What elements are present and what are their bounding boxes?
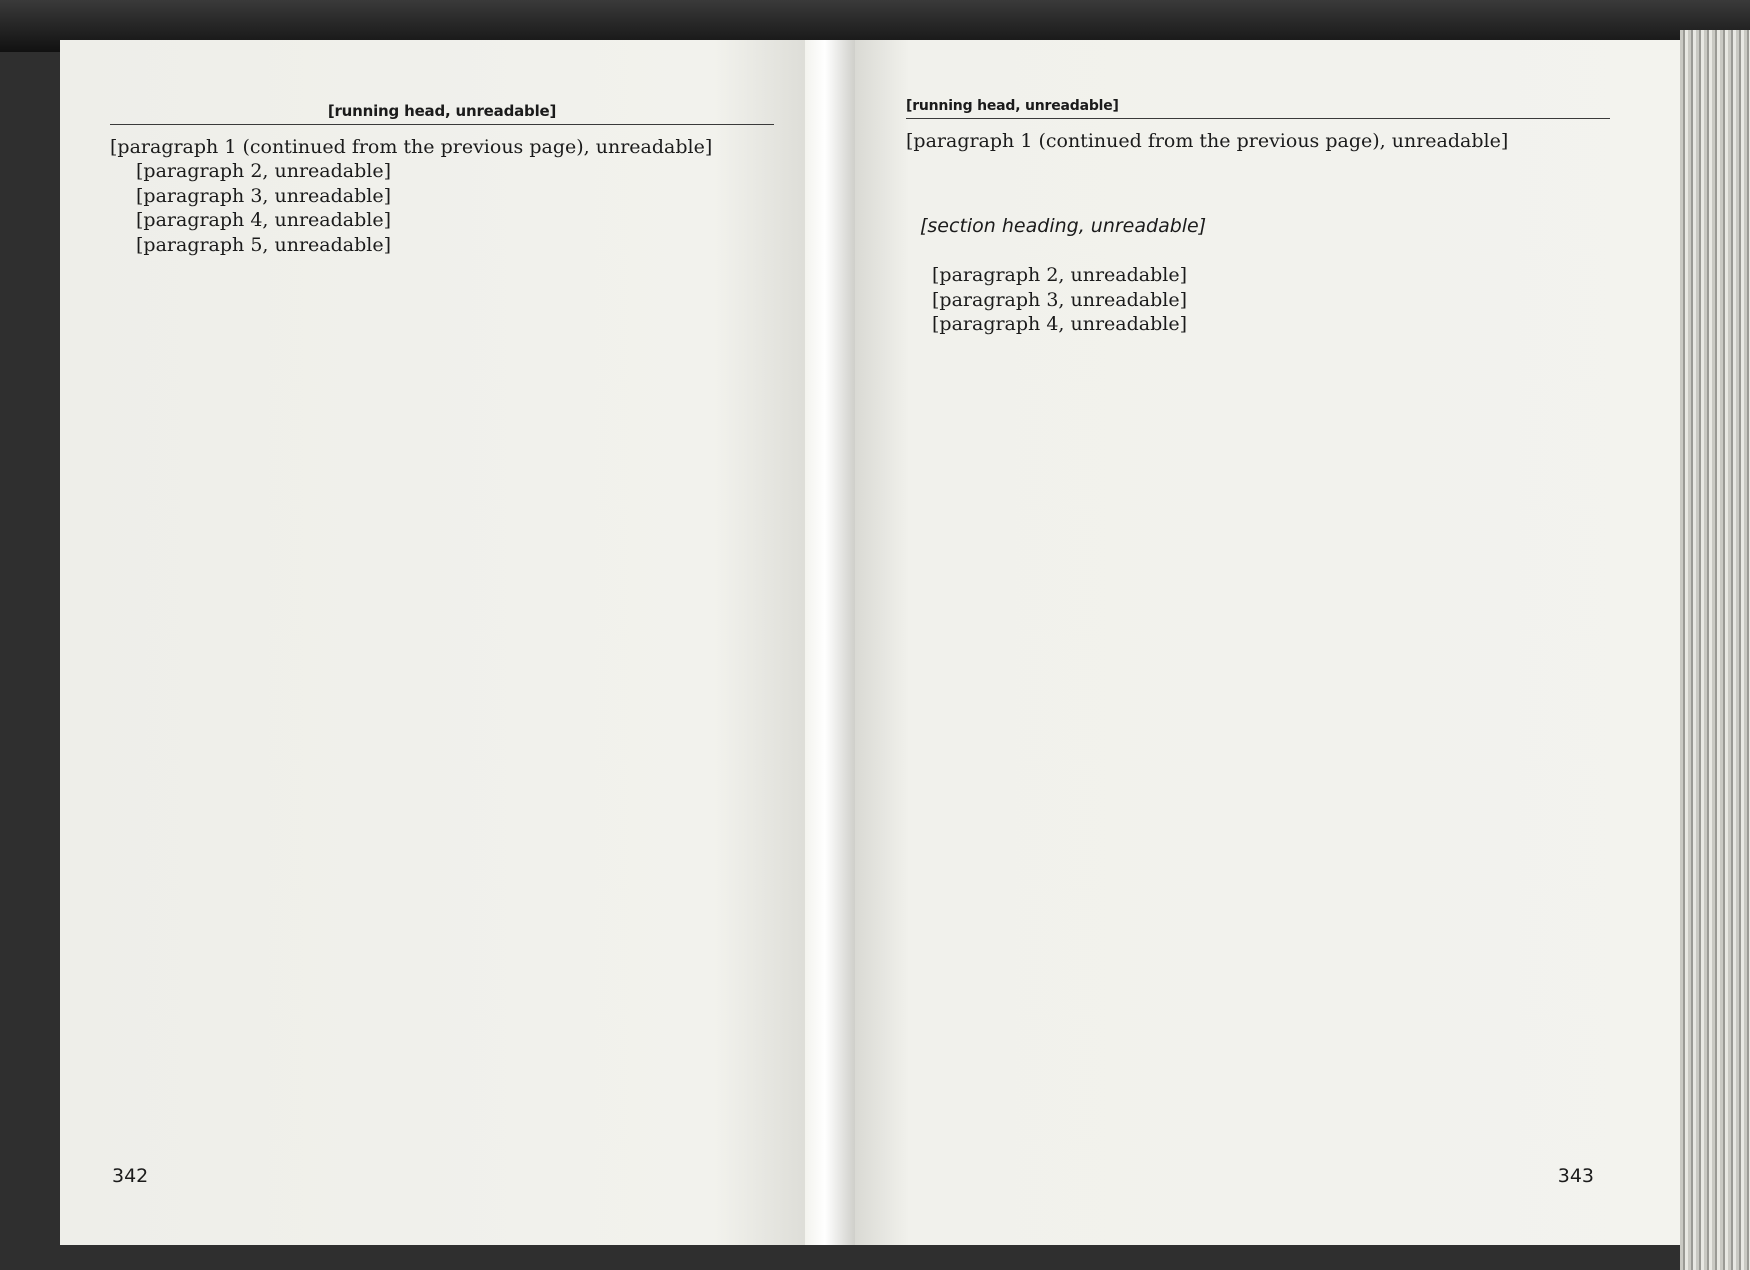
right-body-text xyxy=(906,129,1610,337)
book-spine-shadow xyxy=(805,40,855,1245)
right-running-head: [running head, unreadable] xyxy=(906,98,1610,119)
right-paragraph-3: [paragraph 3, unreadable] xyxy=(932,288,1188,311)
right-paragraph-2: [paragraph 2, unreadable] xyxy=(932,264,1188,287)
right-paragraph-4: [paragraph 4, unreadable] xyxy=(932,313,1188,336)
left-running-head: [running head, unreadable] xyxy=(110,102,774,125)
right-paragraph-1: [paragraph 1 (continued from the previous page), unreadable] xyxy=(906,130,1509,152)
right-page-number: 343 xyxy=(1557,1165,1594,1187)
left-body-text xyxy=(110,135,774,257)
left-page xyxy=(60,40,830,1245)
left-paragraph-4: [paragraph 4, unreadable] xyxy=(136,209,392,232)
left-paragraph-2: [paragraph 2, unreadable] xyxy=(136,160,392,183)
left-page-number: 342 xyxy=(112,1165,149,1187)
left-paragraph-5: [paragraph 5, unreadable] xyxy=(136,233,392,256)
right-page xyxy=(830,40,1710,1245)
left-paragraph-3: [paragraph 3, unreadable] xyxy=(136,184,392,207)
section-title: [section heading, unreadable] xyxy=(920,215,1207,238)
left-paragraph-1: [paragraph 1 (continued from the previous page), unreadable] xyxy=(110,136,713,158)
page-stack-edge xyxy=(1680,30,1750,1270)
